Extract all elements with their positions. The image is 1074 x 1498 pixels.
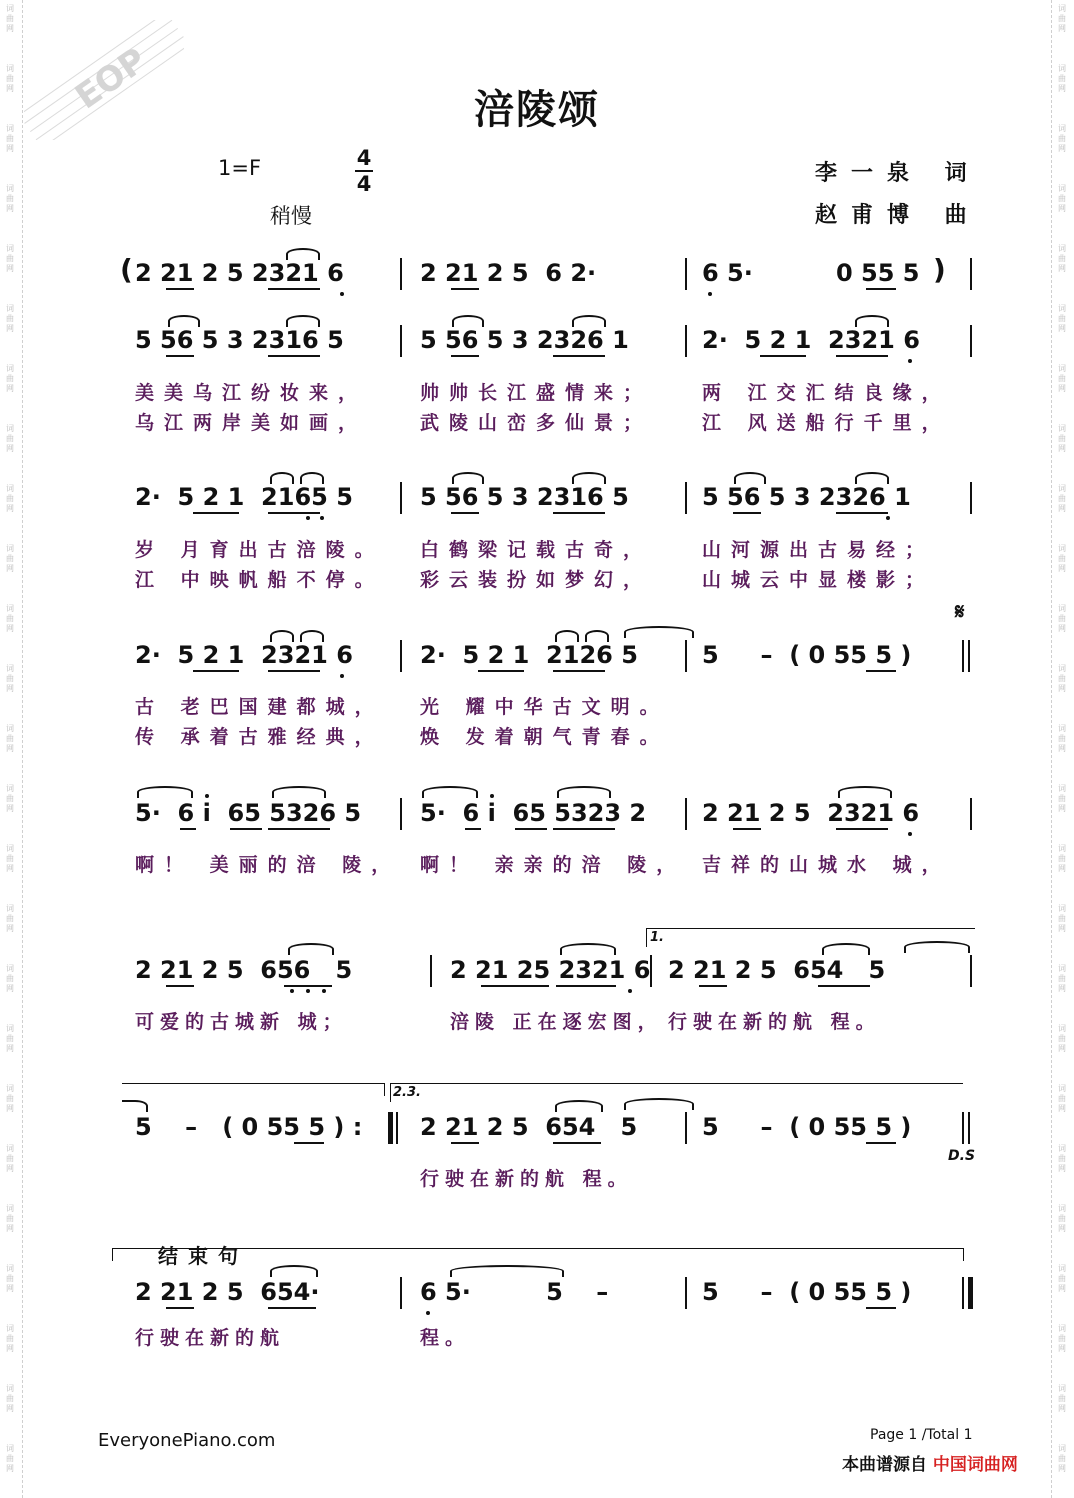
note-group: 5· 6 i 65 5326 5 — [135, 799, 362, 827]
note-group: 2 21 2 5 2321 6 — [135, 259, 344, 287]
note-group: 2 21 25 2321 6 — [450, 956, 651, 984]
lyric-line — [0, 850, 1074, 880]
lyric-bar: 山城云中显楼影； — [702, 569, 935, 591]
score-system-1 — [0, 253, 1074, 308]
lyric-bar: 啊！ 美丽的涪 陵， — [135, 854, 401, 876]
note-group: 2 21 2 5 654 5 — [668, 956, 886, 984]
underline — [451, 512, 479, 514]
slur — [286, 315, 320, 327]
underline — [699, 985, 727, 987]
barline — [685, 1277, 687, 1309]
low-octave-dot — [320, 516, 324, 520]
lyric-bar: 彩云装扮如梦幻， — [420, 569, 653, 591]
underline — [451, 1142, 479, 1144]
low-octave-dot — [426, 1311, 430, 1315]
slur — [855, 472, 889, 484]
barline — [962, 1112, 964, 1144]
score-system-3 — [0, 482, 1074, 532]
underline — [760, 355, 806, 357]
underline — [866, 288, 896, 290]
low-octave-dot — [908, 832, 912, 836]
side-watermark-text: 词曲网 — [6, 424, 14, 453]
lyric-bar: 传 承着古雅经典， — [135, 726, 384, 748]
underline — [733, 512, 761, 514]
lyric-bar: 焕 发着朝气青春。 — [420, 726, 669, 748]
lyric-bar: 美美乌江纷妆来， — [135, 382, 368, 404]
slur — [572, 315, 606, 327]
side-watermark-text: 词曲网 — [1058, 904, 1066, 933]
underline — [166, 985, 194, 987]
lyric-bar: 程。 — [420, 1327, 471, 1349]
side-watermark-text: 词曲网 — [1058, 784, 1066, 813]
slur — [270, 630, 294, 642]
underline — [166, 355, 194, 357]
side-watermark-text: 词曲网 — [1058, 244, 1066, 273]
barline — [396, 1112, 398, 1144]
underline — [836, 512, 888, 514]
underline — [451, 355, 479, 357]
underline — [193, 512, 239, 514]
source-credit — [842, 1450, 1018, 1475]
slur — [422, 786, 478, 798]
lyric-line — [0, 722, 1074, 752]
barline — [962, 1277, 964, 1309]
barline — [968, 640, 970, 672]
underline — [193, 670, 239, 672]
side-watermark-text: 词曲网 — [1058, 1204, 1066, 1233]
watermark-text: EOP — [68, 40, 155, 118]
underline — [866, 1142, 896, 1144]
tie — [450, 1265, 564, 1277]
source-site-link[interactable]: 中国词曲网 — [932, 1455, 1018, 1475]
side-watermark-text: 词曲网 — [1058, 724, 1066, 753]
slur — [734, 472, 766, 484]
lyric-bar: 古 老巴国建都城， — [135, 696, 384, 718]
underline — [268, 828, 330, 830]
side-watermark-text: 词曲网 — [6, 784, 14, 813]
barline — [650, 955, 652, 987]
side-watermark-text: 词曲网 — [6, 964, 14, 993]
barline — [685, 798, 687, 830]
underline — [268, 288, 320, 290]
final-barline — [968, 1277, 973, 1309]
barline — [970, 955, 972, 987]
note-group: 2 21 2 5 654 5 — [420, 1113, 638, 1141]
side-watermark-text: 词曲网 — [6, 724, 14, 753]
barline — [685, 325, 687, 357]
score-system-6 — [0, 955, 1074, 1005]
side-watermark-text: 词曲网 — [1058, 1324, 1066, 1353]
score-system-7 — [0, 1112, 1074, 1162]
time-signature — [352, 146, 376, 196]
slur — [272, 786, 326, 798]
underline — [836, 828, 888, 830]
underline — [268, 355, 320, 357]
side-watermark-text: 词曲网 — [1058, 664, 1066, 693]
slur — [270, 472, 294, 484]
underline — [515, 828, 547, 830]
barline — [962, 640, 964, 672]
underline — [180, 828, 196, 830]
side-watermark-text: 词曲网 — [6, 664, 14, 693]
side-watermark-text: 词曲网 — [1058, 964, 1066, 993]
slur — [288, 943, 334, 955]
side-watermark-text: 词曲网 — [1058, 1144, 1066, 1173]
paren-open: ( — [120, 253, 133, 286]
side-watermark-text: 词曲网 — [1058, 124, 1066, 153]
side-watermark-text: 词曲网 — [6, 1444, 14, 1473]
barline — [400, 1277, 402, 1309]
lyric-bar: 白鹤梁记载古奇， — [420, 539, 653, 561]
side-watermark-text: 词曲网 — [6, 1324, 14, 1353]
high-octave-dot — [490, 794, 494, 798]
note-group: 5 56 5 3 2326 1 — [702, 483, 911, 511]
source-prefix: 本曲谱源自 — [842, 1455, 927, 1475]
note-group: 5 56 5 3 2316 5 — [135, 326, 344, 354]
lyric-line — [0, 1007, 1074, 1037]
slur — [137, 786, 193, 798]
underline — [166, 288, 194, 290]
side-watermark-text: 词曲网 — [1058, 604, 1066, 633]
lyric-bar: 行驶在新的航 程。 — [668, 1011, 881, 1033]
side-watermark-text: 词曲网 — [1058, 424, 1066, 453]
side-watermark-text: 词曲网 — [1058, 1444, 1066, 1473]
high-octave-dot — [205, 794, 209, 798]
side-watermark-text: 词曲网 — [1058, 844, 1066, 873]
side-watermark-text: 词曲网 — [1058, 1384, 1066, 1413]
underline — [481, 985, 549, 987]
side-watermark-text: 词曲网 — [6, 904, 14, 933]
underline — [553, 512, 605, 514]
underline — [268, 1307, 316, 1309]
lyric-line — [0, 378, 1074, 408]
barline — [970, 482, 972, 514]
side-watermark-text: 词曲网 — [1058, 4, 1066, 33]
score-system-4 — [0, 640, 1074, 690]
side-watermark-text: 词曲网 — [6, 4, 14, 33]
underline — [166, 1307, 194, 1309]
page-indicator: Page 1 /Total 1 — [870, 1427, 973, 1443]
side-watermark-text: 词曲网 — [6, 844, 14, 873]
note-group: 2· 5 2 1 2126 5 — [420, 641, 638, 669]
note-group: 5 56 5 3 2316 5 — [420, 483, 629, 511]
side-watermark-text: 词曲网 — [6, 1084, 14, 1113]
side-watermark-text: 词曲网 — [1058, 1024, 1066, 1053]
barline — [970, 258, 972, 290]
barline — [400, 482, 402, 514]
paren-close: ) — [933, 253, 946, 286]
slur — [452, 315, 484, 327]
repeat-barline — [388, 1112, 393, 1144]
underline — [268, 670, 320, 672]
slur — [300, 472, 324, 484]
underline — [268, 512, 320, 514]
side-watermark-text: 词曲网 — [6, 484, 14, 513]
side-watermark-text: 词曲网 — [6, 1264, 14, 1293]
note-group: 5· 6 i 65 5323 2 — [420, 799, 647, 827]
lyric-bar: 行驶在新的航 — [135, 1327, 286, 1349]
lyric-line — [0, 692, 1074, 722]
tie — [624, 1098, 694, 1110]
lyric-line — [0, 1164, 1074, 1194]
note-group: 5 56 5 3 2326 1 — [420, 326, 629, 354]
note-group: 2 21 2 5 656 5 — [135, 956, 353, 984]
low-octave-dot — [340, 292, 344, 296]
note-group: 5 – ( 0 55 5 ) — [702, 1278, 912, 1306]
side-watermark-text: 词曲网 — [1058, 64, 1066, 93]
lyric-line — [0, 565, 1074, 595]
lyric-line — [0, 408, 1074, 438]
barline — [685, 258, 687, 290]
volta-continuation — [122, 1083, 385, 1096]
side-watermark-text: 词曲网 — [1058, 364, 1066, 393]
tie — [624, 626, 694, 638]
underline — [553, 670, 605, 672]
note-group: 6 5· 5 – — [420, 1278, 609, 1306]
underline — [451, 288, 479, 290]
side-watermark-text: 词曲网 — [6, 544, 14, 573]
side-watermark-text: 词曲网 — [1058, 1084, 1066, 1113]
composer-credit: 赵甫博 曲 — [815, 203, 981, 228]
side-watermark-text: 词曲网 — [6, 244, 14, 273]
lyric-bar: 两 江交汇结良缘， — [702, 382, 951, 404]
score-system-8 — [0, 1277, 1074, 1327]
lyric-line — [0, 535, 1074, 565]
lyric-bar: 可爱的古城新 城； — [135, 1011, 348, 1033]
slur — [838, 786, 892, 798]
time-top: 4 — [356, 146, 372, 170]
slur — [555, 1100, 603, 1112]
note-group: 2· 5 2 1 2321 6 — [702, 326, 920, 354]
slur — [300, 630, 324, 642]
lyric-bar: 岁 月育出古涪陵。 — [135, 539, 384, 561]
lyric-bar: 帅帅长江盛情来； — [420, 382, 653, 404]
lyricist-credit: 李一泉 词 — [815, 161, 981, 186]
slur — [555, 630, 579, 642]
volta-23-label: 2.3. — [393, 1085, 421, 1100]
note-group: 5 – ( 0 55 5 ) — [702, 1113, 912, 1141]
lyric-bar: 山河源出古易经； — [702, 539, 935, 561]
note-group: 2· 5 2 1 2165 5 — [135, 483, 353, 511]
slur — [572, 472, 606, 484]
barline — [400, 640, 402, 672]
side-watermark-text: 词曲网 — [6, 64, 14, 93]
side-watermark-text: 词曲网 — [6, 1024, 14, 1053]
barline — [685, 640, 687, 672]
barline — [685, 1112, 687, 1144]
slur — [557, 786, 611, 798]
barline — [400, 798, 402, 830]
slur — [585, 630, 609, 642]
side-watermark-text: 词曲网 — [6, 604, 14, 633]
side-watermark-text: 词曲网 — [6, 1204, 14, 1233]
low-octave-dot — [628, 989, 632, 993]
low-octave-dot — [306, 989, 310, 993]
underline — [836, 355, 888, 357]
barline — [400, 325, 402, 357]
lyric-bar: 光 耀中华古文明。 — [420, 696, 669, 718]
underline — [478, 670, 524, 672]
side-watermark-text: 词曲网 — [1058, 544, 1066, 573]
lyric-bar: 行驶在新的航 程。 — [420, 1168, 633, 1190]
side-watermark-text: 词曲网 — [6, 304, 14, 333]
underline — [294, 1142, 324, 1144]
slur — [855, 315, 889, 327]
underline — [553, 355, 605, 357]
note-group: 5 – ( 0 55 5 ) — [702, 641, 912, 669]
side-watermark-text: 词曲网 — [1058, 184, 1066, 213]
dal-segno-mark: D.S — [948, 1148, 976, 1164]
slur — [270, 1265, 318, 1277]
score-system-5 — [0, 798, 1074, 848]
slur — [168, 315, 200, 327]
slur — [452, 472, 484, 484]
slur — [822, 943, 870, 955]
slur — [286, 248, 320, 260]
note-group: 2 21 2 5 654· — [135, 1278, 320, 1306]
low-octave-dot — [708, 292, 712, 296]
low-octave-dot — [908, 359, 912, 363]
note-group: 5 – ( 0 55 5 ) : — [135, 1113, 363, 1141]
page-title: 涪陵颂 — [474, 86, 600, 133]
underline — [465, 828, 481, 830]
low-octave-dot — [886, 516, 890, 520]
time-bottom: 4 — [356, 172, 372, 196]
note-group: 0 55 5 — [836, 259, 920, 287]
lyric-bar: 吉祥的山城水 城， — [702, 854, 951, 876]
side-watermark-text: 词曲网 — [6, 1384, 14, 1413]
lyric-bar: 啊！ 亲亲的涪 陵， — [420, 854, 686, 876]
barline — [970, 325, 972, 357]
lyric-bar: 江 风送船行千里， — [702, 412, 951, 434]
tempo-marking: 稍慢 — [270, 204, 312, 228]
lyric-bar: 涪陵 正在逐宏图， — [450, 1011, 663, 1033]
lyric-bar: 江 中映帆船不停。 — [135, 569, 384, 591]
segno-mark: 𝄋 — [955, 600, 965, 625]
underline — [866, 670, 896, 672]
barline — [970, 798, 972, 830]
barline — [968, 1112, 970, 1144]
low-octave-dot — [340, 674, 344, 678]
volta-1-label: 1. — [650, 930, 664, 945]
side-watermark-text: 词曲网 — [1058, 1264, 1066, 1293]
key-signature: 1=F — [218, 156, 262, 180]
note-group: 2 21 2 5 2321 6 — [702, 799, 920, 827]
low-octave-dot — [290, 989, 294, 993]
score-system-2 — [0, 325, 1074, 375]
underline — [553, 1142, 601, 1144]
underline — [818, 985, 870, 987]
underline — [230, 828, 262, 830]
side-watermark-text: 词曲网 — [6, 1144, 14, 1173]
lyric-bar: 乌江两岸美如画， — [135, 412, 368, 434]
side-watermark-text: 词曲网 — [1058, 304, 1066, 333]
ending-section-label: 结束句 — [158, 1244, 248, 1268]
barline — [685, 482, 687, 514]
low-octave-dot — [306, 516, 310, 520]
underline — [866, 1307, 896, 1309]
tie-continuation — [122, 1100, 148, 1112]
side-watermark-text: 词曲网 — [1058, 484, 1066, 513]
lyric-line — [0, 1323, 1074, 1353]
barline — [430, 955, 432, 987]
note-group: 2· 5 2 1 2321 6 — [135, 641, 353, 669]
underline — [556, 985, 616, 987]
note-group: 2 21 2 5 6 2· — [420, 259, 597, 287]
side-watermark-text: 词曲网 — [6, 364, 14, 393]
underline — [284, 985, 332, 987]
low-octave-dot — [322, 989, 326, 993]
barline — [400, 258, 402, 290]
side-watermark-text: 词曲网 — [6, 184, 14, 213]
underline — [553, 828, 615, 830]
lyric-bar: 武陵山峦多仙景； — [420, 412, 653, 434]
note-group: 6 5· — [702, 259, 753, 287]
tie — [904, 941, 970, 953]
underline — [733, 828, 761, 830]
slur — [560, 943, 616, 955]
side-watermark-text: 词曲网 — [6, 124, 14, 153]
footer-site-link[interactable]: EveryonePiano.com — [98, 1430, 276, 1451]
